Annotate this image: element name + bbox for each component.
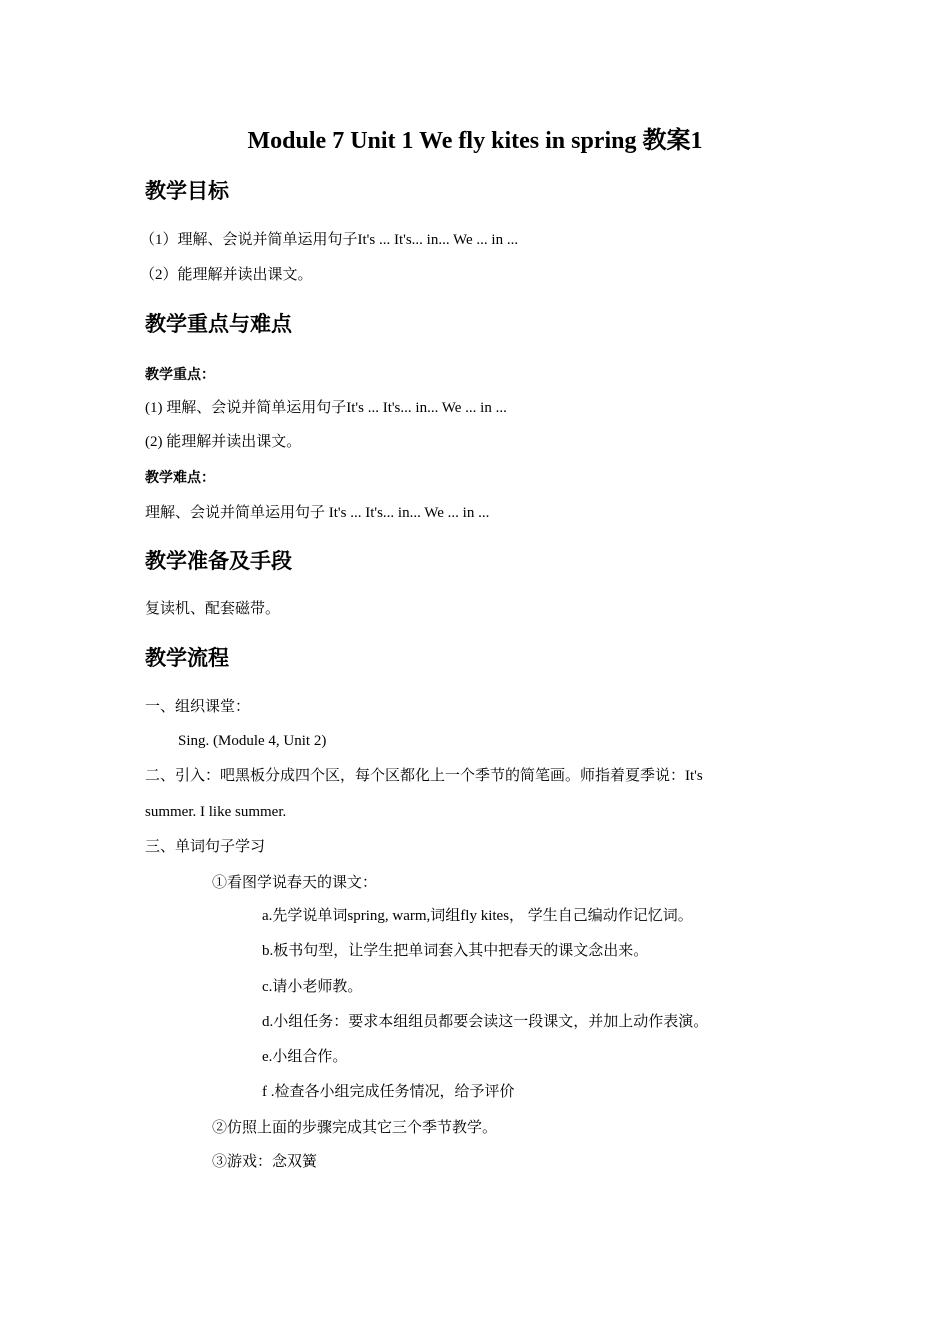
- process-line: f .检查各小组完成任务情况，给予评价: [262, 1084, 515, 1100]
- heading-process: 教学流程: [145, 646, 229, 670]
- process-line: ③游戏：念双簧: [212, 1154, 318, 1170]
- difficulty-label: 教学难点：: [145, 470, 215, 486]
- focus-item: (2) 能理解并读出课文。: [145, 434, 302, 450]
- process-line: c.请小老师教。: [262, 979, 363, 995]
- document-title: Module 7 Unit 1 We fly kites in spring 教案1: [247, 128, 703, 154]
- process-line: ②仿照上面的步骤完成其它三个季节教学。: [212, 1120, 498, 1136]
- heading-key-points: 教学重点与难点: [145, 312, 292, 336]
- preparation-text: 复读机、配套磁带。: [145, 601, 281, 617]
- focus-label: 教学重点：: [145, 367, 215, 383]
- process-line: 二、引入：吧黑板分成四个区，每个区都化上一个季节的简笔画。师指着夏季说：It's: [145, 768, 703, 784]
- objective-item: （2）能理解并读出课文。: [140, 267, 313, 283]
- difficulty-text: 理解、会说并简单运用句子 It's ... It's... in... We ... in ...: [145, 505, 490, 521]
- process-line: d.小组任务：要求本组组员都要会读这一段课文，并加上动作表演。: [262, 1014, 709, 1030]
- process-line: ①看图学说春天的课文：: [212, 875, 378, 891]
- heading-preparation: 教学准备及手段: [145, 549, 292, 573]
- process-line: summer. I like summer.: [145, 804, 287, 820]
- process-line: a.先学说单词spring, warm,词组fly kites， 学生自己编动作记忆词。: [262, 908, 693, 924]
- focus-item: (1) 理解、会说并简单运用句子It's ... It's... in... We ... in ...: [145, 400, 507, 416]
- process-line: b.板书句型，让学生把单词套入其中把春天的课文念出来。: [262, 943, 649, 959]
- process-line: Sing. (Module 4, Unit 2): [178, 733, 327, 749]
- heading-objectives: 教学目标: [145, 179, 229, 203]
- process-line: 三、单词句子学习: [145, 839, 266, 855]
- process-line: e.小组合作。: [262, 1049, 348, 1065]
- process-line: 一、组织课堂：: [145, 699, 251, 715]
- objective-item: （1）理解、会说并简单运用句子It's ... It's... in... We ... in ...: [140, 232, 519, 248]
